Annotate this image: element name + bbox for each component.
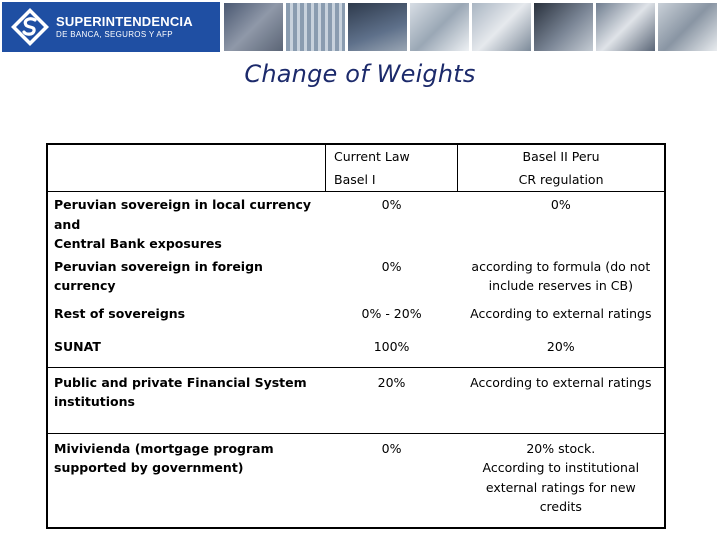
- header-current-law-line1: Current Law: [334, 149, 410, 164]
- basel-ii-value: [458, 433, 665, 528]
- basel-ii-value: [458, 334, 665, 368]
- banner-photo: [224, 3, 283, 51]
- banner-photo: [534, 3, 593, 51]
- banner-photo: [286, 3, 345, 51]
- table-header-row: [47, 144, 665, 192]
- header-basel-ii: [458, 144, 665, 192]
- banner-photo: [348, 3, 407, 51]
- basel-ii-line: 0%: [550, 197, 571, 212]
- basel-ii-line: 20%: [546, 338, 575, 354]
- banner-photo: [658, 3, 717, 51]
- header-basel-ii-line2: CR regulation: [518, 172, 604, 187]
- header-current-law-line2: Basel I: [334, 172, 376, 187]
- header-empty-cell: [47, 144, 326, 192]
- table-row: [47, 254, 665, 301]
- row-label-line: Mivivienda (mortgage program: [54, 440, 274, 456]
- row-label-line: supported by government): [54, 460, 244, 475]
- row-label: [47, 301, 326, 334]
- banner-photo: [596, 3, 655, 51]
- basel-ii-line: 20% stock.: [526, 440, 596, 456]
- row-label-line: Public and private Financial System: [54, 374, 307, 390]
- banner-photo: [410, 3, 469, 51]
- basel-ii-line: credits: [539, 499, 582, 514]
- row-label: [47, 334, 326, 368]
- current-law-value: 0% - 20%: [361, 305, 422, 321]
- basel-ii-line: include reserves in CB): [488, 278, 633, 293]
- table-row: [47, 192, 665, 254]
- banner-photo: [472, 3, 531, 51]
- row-label: [47, 192, 326, 254]
- logo-line-1: SUPERINTENDENCIA: [56, 13, 193, 29]
- current-law-value: 100%: [326, 334, 458, 368]
- logo-line-2: DE BANCA, SEGUROS Y AFP: [56, 29, 173, 39]
- row-label-line: SUNAT: [54, 338, 101, 354]
- current-law-value: 20%: [326, 367, 458, 433]
- diamond-s-icon: [10, 7, 50, 47]
- basel-ii-line: according to formula (do not: [471, 258, 651, 274]
- table-row: [47, 433, 665, 528]
- logo-text: [56, 15, 193, 39]
- row-label-line: Rest of sovereigns: [54, 305, 186, 321]
- row-label-line: Peruvian sovereign in local currency and: [54, 197, 312, 232]
- weights-table: [46, 143, 666, 529]
- basel-ii-value: [458, 301, 665, 334]
- basel-ii-line: According to external ratings: [470, 305, 652, 321]
- basel-ii-value: [458, 367, 665, 433]
- header-basel-ii-line1: Basel II Peru: [522, 149, 600, 164]
- header-current-law: [326, 144, 458, 192]
- basel-ii-value: [458, 192, 665, 254]
- basel-ii-line: According to external ratings: [470, 374, 652, 390]
- row-label-line: Central Bank exposures: [54, 236, 222, 251]
- row-label: [47, 254, 326, 301]
- slide-title: Change of Weights: [244, 60, 476, 88]
- table-row: [47, 301, 665, 334]
- basel-ii-line: According to institutional: [482, 460, 640, 475]
- row-label-line: Peruvian sovereign in foreign currency: [54, 258, 263, 293]
- basel-ii-value: [458, 254, 665, 301]
- table-row: [47, 367, 665, 433]
- logo: [2, 2, 220, 52]
- basel-ii-line: external ratings for new: [485, 479, 636, 495]
- header-banner: [0, 0, 720, 54]
- current-law-value: 0%: [381, 197, 402, 212]
- photo-strip: [224, 3, 717, 51]
- row-label-line: institutions: [54, 394, 135, 409]
- row-label: [47, 367, 326, 433]
- current-law-value: 0%: [381, 258, 402, 274]
- row-label: [47, 433, 326, 528]
- current-law-value: 0%: [381, 440, 402, 456]
- table-row: [47, 334, 665, 368]
